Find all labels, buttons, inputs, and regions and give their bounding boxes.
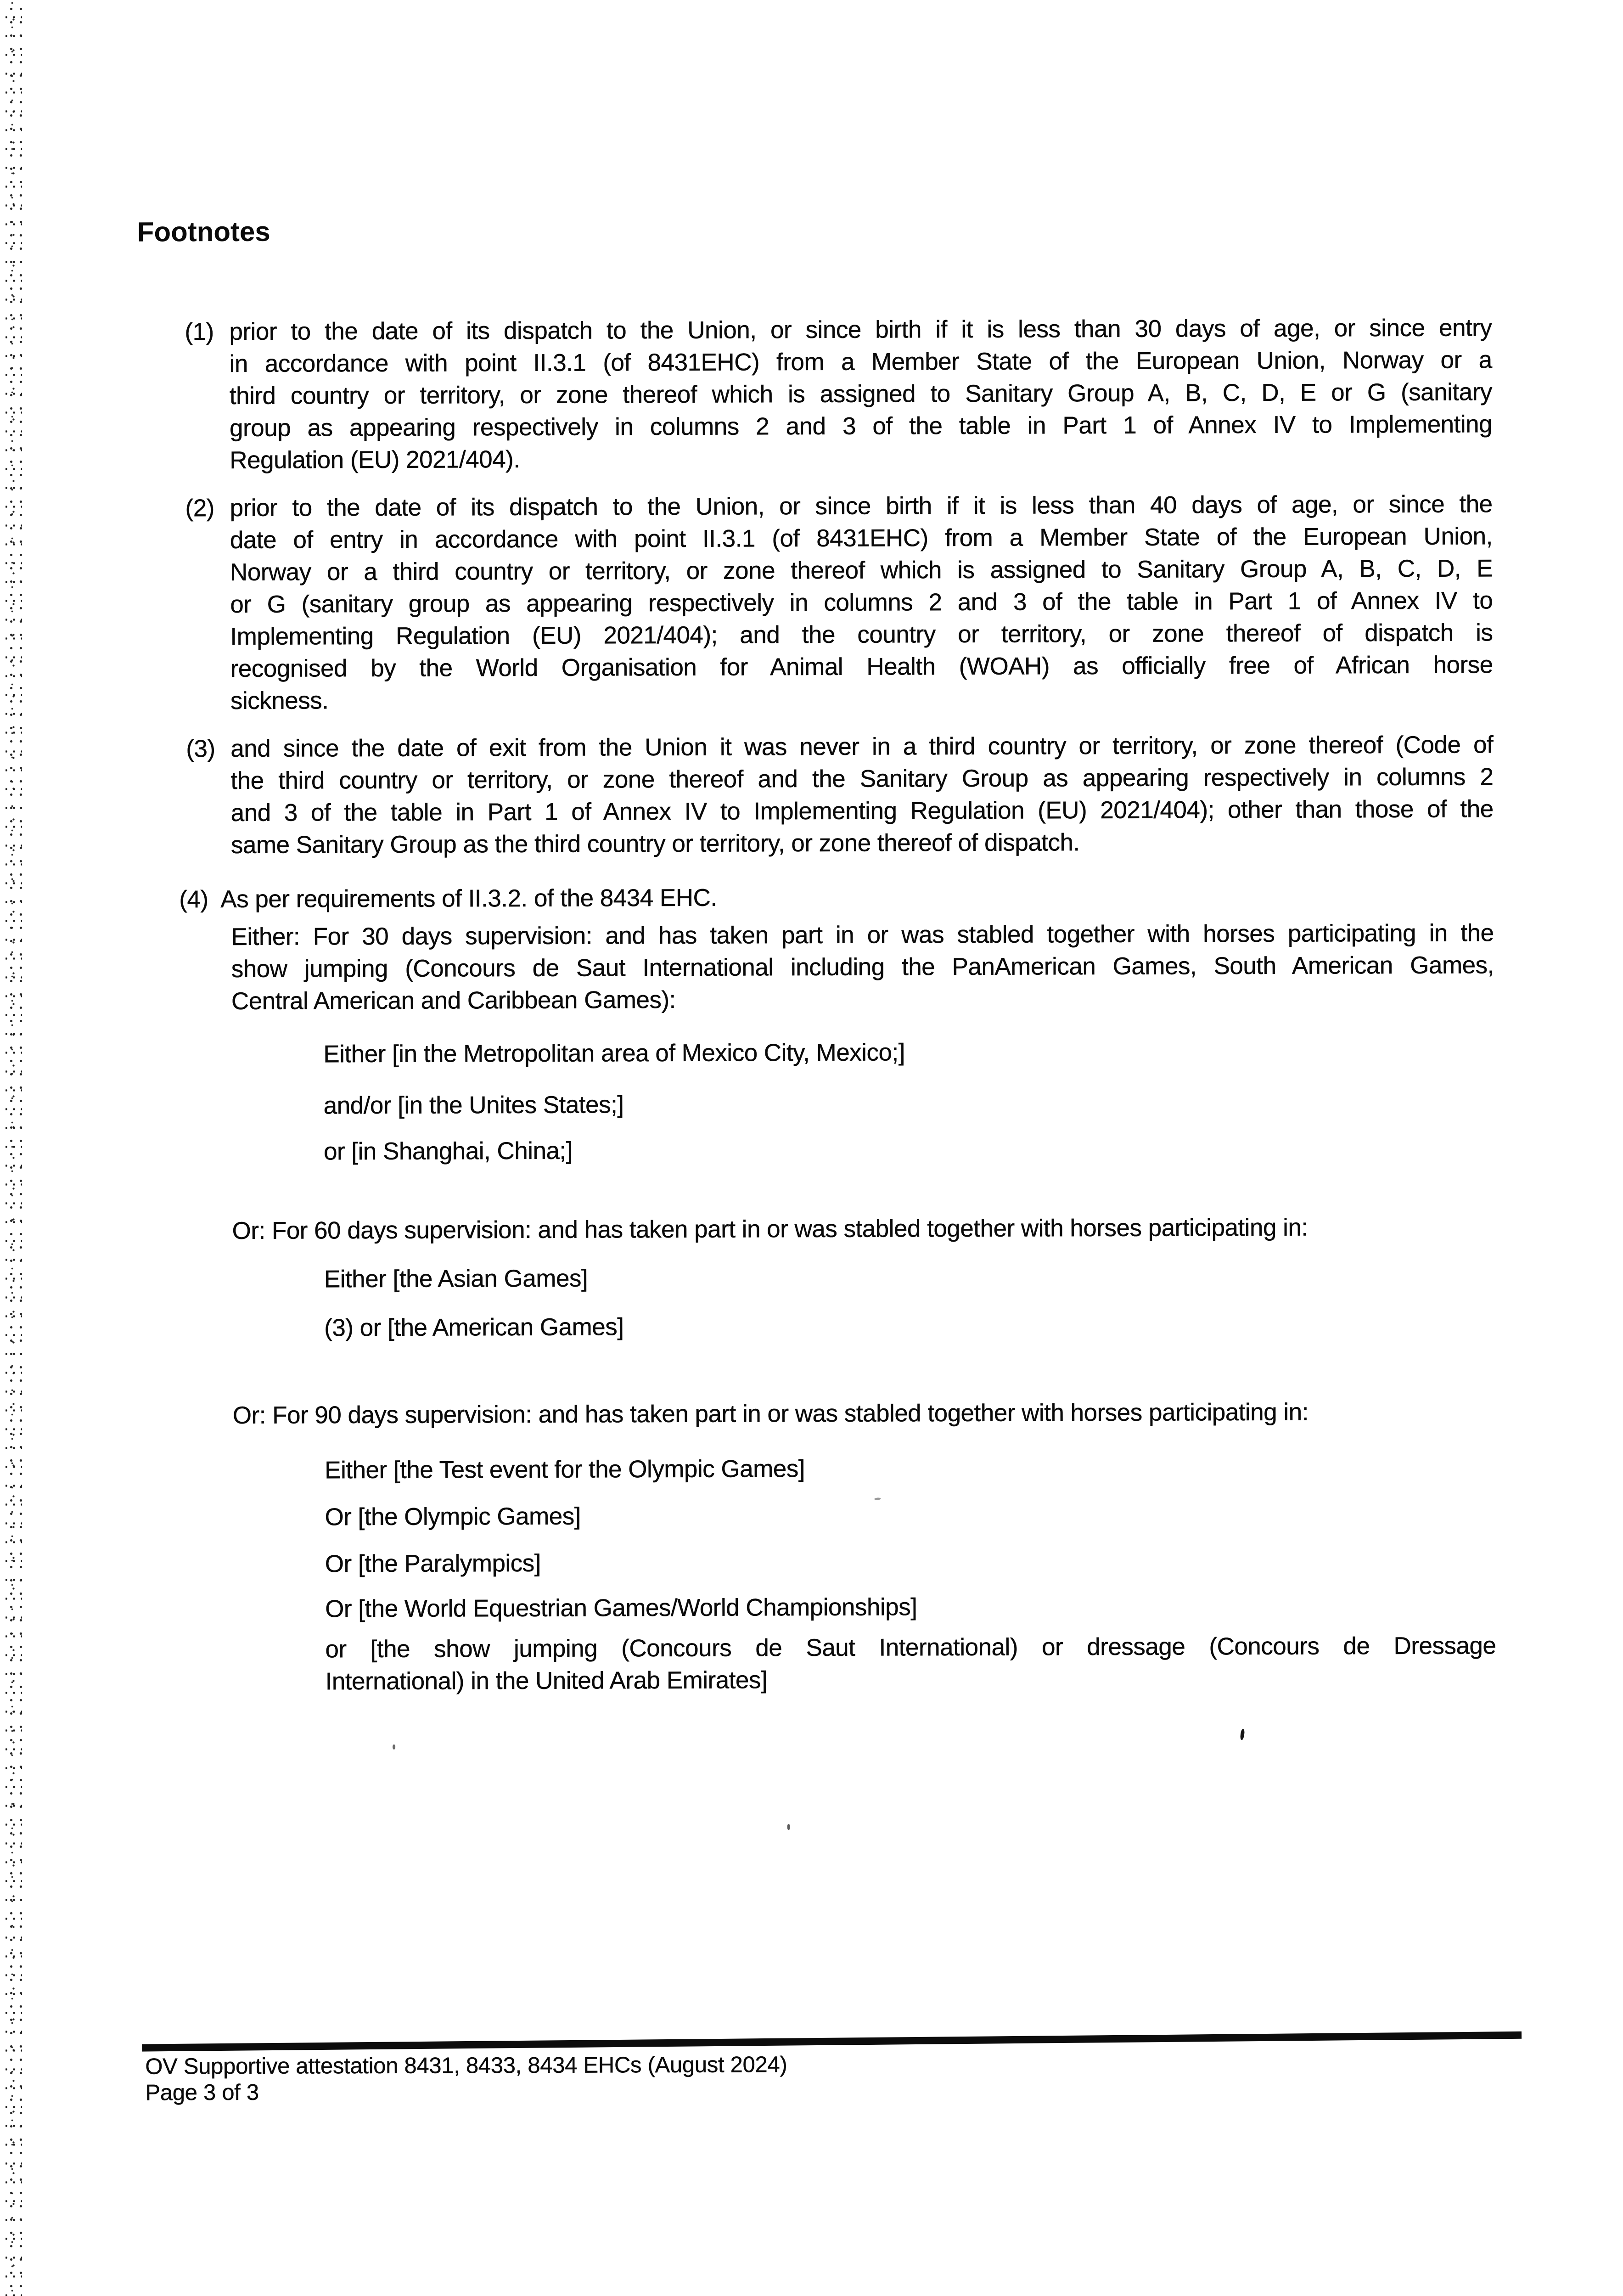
supervision-30-item-shanghai: or [in Shanghai, China;] [323, 1137, 573, 1165]
supervision-90-item-world-equestrian: Or [the World Equestrian Games/World Championships] [325, 1593, 917, 1623]
supervision-30-item-mexico: Either [in the Metropolitan area of Mexico City, Mexico;] [323, 1039, 905, 1068]
supervision-90-item-paralympics: Or [the Paralympics] [325, 1549, 541, 1578]
footnote-4-text: As per requirements of II.3.2. of the 8434 EHC. [220, 884, 717, 913]
supervision-90-item-uae: or [the show jumping (Concours de Saut International) or dressage (Concours de Dressage International) in the United Arab Emirates] [325, 1632, 1496, 1695]
supervision-60-item-american-games: (3) or [the American Games] [324, 1313, 624, 1342]
footer-divider-rule [142, 2032, 1522, 2052]
footnote-2-marker: (2) [185, 495, 214, 522]
footnote-3-marker: (3) [186, 735, 215, 763]
footnote-4 [179, 879, 1494, 916]
scan-speck [1240, 1729, 1245, 1740]
footer-doc-reference: OV Supportive attestation 8431, 8433, 8434 EHCs (August 2024) [145, 2052, 787, 2079]
supervision-60-item-asian-games: Either [the Asian Games] [324, 1265, 588, 1293]
footnote-1 [185, 312, 1493, 477]
page-footer [145, 2052, 787, 2106]
supervision-30-item-united-states: and/or [in the Unites States;] [323, 1091, 624, 1120]
supervision-90-item-olympic-games: Or [the Olympic Games] [325, 1503, 581, 1531]
footnote-1-text: prior to the date of its dispatch to the Union, or since birth if it is less than 30 days of age, or since entry in accordance with point II.3.1 (of 8431EHC) from a Member State of the European Union, Norway or a third country or territory, or zone thereof which is assigned to Sanitary Group A, B, C, D, E or G (sanitary group as appearing respectively in columns 2 and 3 of the table in Part 1 of Annex IV to Implementing Regulation (EU) 2021/404). [229, 314, 1493, 474]
supervision-30-intro: Either: For 30 days supervision: and has taken part in or was stabled together with horses participating in the show jumping (Concours de Saut International including the PanAmerican Games, South American Games, Central American and Caribbean Games): [231, 919, 1494, 1015]
footnote-2 [185, 488, 1494, 717]
supervision-90-intro: Or: For 90 days supervision: and has taken part in or was stabled together with horses participating in: [232, 1398, 1309, 1429]
footnote-3-text: and since the date of exit from the Union it was never in a third country or territory, or zone thereof (Code of the third country or territory, or zone thereof and the Sanitary Group as appearing respectively in columns 2 and 3 of the table in Part 1 of Annex IV to Implementing Regulation (EU) 2021/404); other than those of the same Sanitary Group as the third country or territory, or zone thereof of dispatch. [230, 731, 1494, 859]
page-title: Footnotes [137, 216, 270, 248]
footnote-2-text: prior to the date of its dispatch to the Union, or since birth if it is less than 40 days of age, or since the date of entry in accordance with point II.3.1 (of 8431EHC) from a Member State of the European Union, Norway or a third country or territory, or zone thereof which is assigned to Sanitary Group A, B, C, D, E or G (sanitary group as appearing respectively in columns 2 and 3 of the table in Part 1 of Annex IV to Implementing Regulation (EU) 2021/404); and the country or territory, or zone thereof of dispatch is recognised by the World Organisation for Animal Health (WOAH) as officially free of African horse sickness. [230, 490, 1493, 715]
supervision-60-intro: Or: For 60 days supervision: and has taken part in or was stabled together with horses participating in: [232, 1214, 1308, 1244]
footnote-4-marker: (4) [179, 886, 208, 913]
scan-speck [393, 1745, 395, 1750]
footer-page-number: Page 3 of 3 [145, 2080, 259, 2105]
footnote-3 [186, 729, 1494, 861]
supervision-90-item-test-event: Either [the Test event for the Olympic Games] [325, 1455, 805, 1484]
scan-speck [787, 1824, 790, 1830]
footnote-1-marker: (1) [185, 318, 214, 346]
